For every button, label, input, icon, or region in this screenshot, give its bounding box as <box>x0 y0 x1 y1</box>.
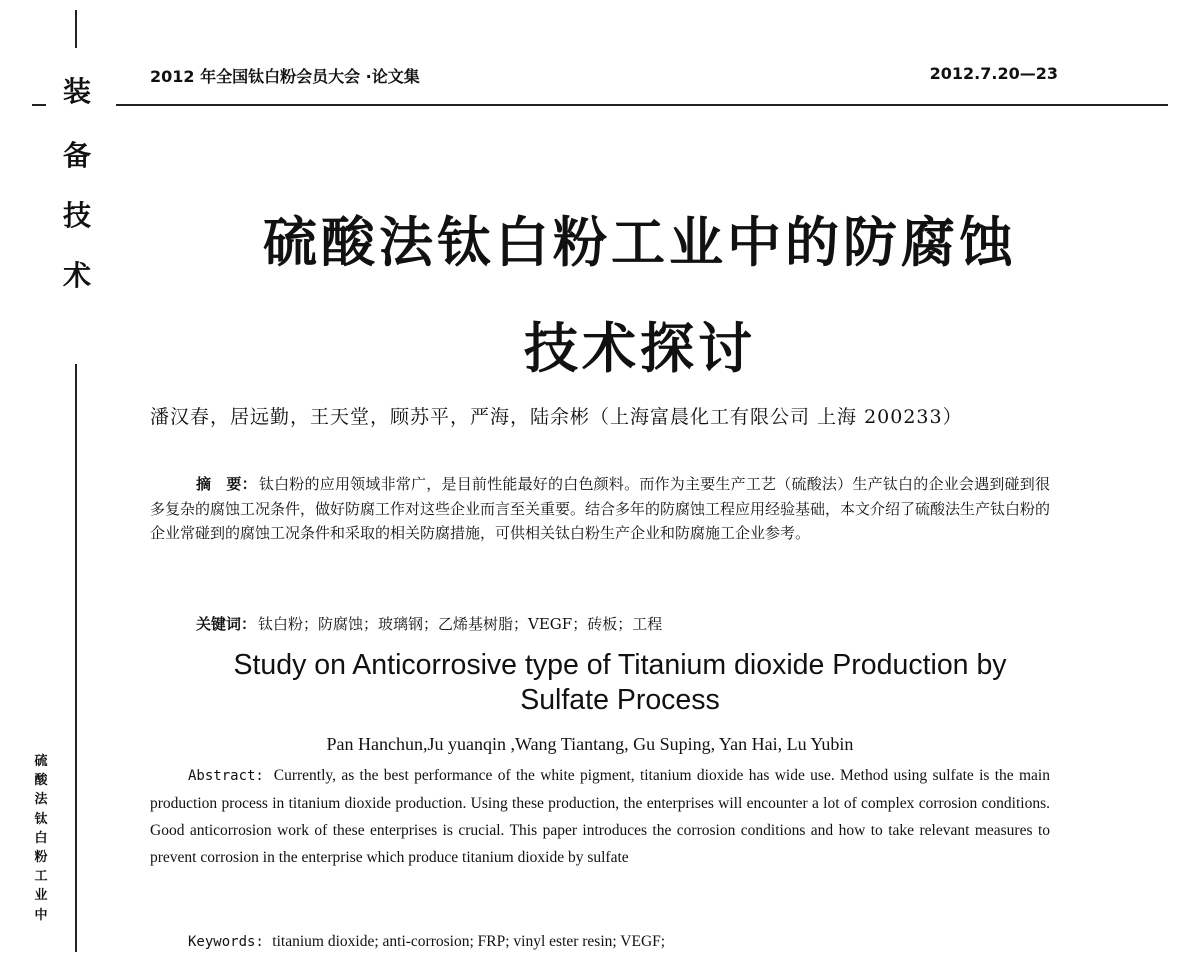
sidebar-small-char: 钛 <box>34 811 48 827</box>
sidebar-small-char: 白 <box>34 830 48 846</box>
abstract-en-text: Currently, as the best performance of the white pigment, titanium dioxide has wide use. Method using sulfate is the main production process in titanium dioxide production. Using these production, the enterprises will encounter a lot of complex corrosion conditions. Good anticorrosion work of these enterprises is crucial. This paper introduces the corrosion conditions and how to take relevant measures to prevent corrosion in the enterprise which produce titanium dioxide by sulfate <box>150 767 1050 866</box>
sidebar-small-char: 业 <box>34 888 48 904</box>
authors-en: Pan Hanchun,Ju yuanqin ,Wang Tiantang, Gu Suping, Yan Hai, Lu Yubin <box>326 734 854 754</box>
sidebar-char-4: 术 <box>62 259 91 292</box>
sidebar-small-char: 法 <box>34 792 48 808</box>
sidebar-small-char: 酸 <box>34 773 48 789</box>
sidebar-char-1: 装 <box>62 75 91 108</box>
sidebar-small-char: 中 <box>34 907 48 923</box>
title-en <box>130 648 1110 718</box>
sidebar-char-3: 技 <box>62 199 91 232</box>
sidebar-small-char: 工 <box>34 869 48 885</box>
title-en-line2: Sulfate Process <box>520 684 720 716</box>
sidebar-small-char: 硫 <box>34 754 48 769</box>
keywords-cn-text: 钛白粉；防腐蚀；玻璃钢；乙烯基树脂；VEGF；砖板；工程 <box>258 615 663 633</box>
keywords-en-label: Keywords: <box>188 934 273 950</box>
keywords-cn-label: 关键词： <box>196 615 257 633</box>
abstract-en <box>150 762 1050 871</box>
header-conference: 2012 年全国钛白粉会员大会 ·论文集 <box>150 67 420 86</box>
sidebar-top-rule <box>75 10 77 48</box>
abstract-cn-label: 摘 要： <box>196 475 257 493</box>
keywords-en-text: titanium dioxide; anti-corrosion; FRP; vinyl ester resin; VEGF; <box>272 933 666 950</box>
sidebar-char-2: 备 <box>62 139 91 172</box>
title-cn-line1: 硫酸法钛白粉工业中的防腐蚀 <box>263 211 1017 274</box>
keywords-cn <box>150 612 1050 637</box>
abstract-cn <box>150 472 1050 546</box>
header-rule <box>116 104 1168 106</box>
sidebar-vertical-title <box>30 752 52 925</box>
sidebar-middle-rule <box>75 364 77 952</box>
sidebar-dash <box>32 104 46 106</box>
sidebar-small-char: 粉 <box>34 850 48 866</box>
abstract-en-label: Abstract: <box>188 768 274 784</box>
abstract-cn-text: 钛白粉的应用领域非常广，是目前性能最好的白色颜料。而作为主要生产工艺（硫酸法）生产钛白的企业会遇到碰到很多复杂的腐蚀工况条件，做好防腐工作对这些企业而言至关重要。结合多年的防腐蚀工程应用经验基础，本文介绍了硫酸法生产钛白粉的企业常碰到的腐蚀工况条件和采取的相关防腐措施，可供相关钛白粉生产企业和防腐施工企业参考。 <box>150 475 1051 542</box>
title-cn-line2: 技术探讨 <box>524 317 756 380</box>
title-en-line1: Study on Anticorrosive type of Titanium dioxide Production by <box>233 649 1007 681</box>
header-date: 2012.7.20—23 <box>929 64 1058 83</box>
authors-cn: 潘汉春，居远勤，王天堂，顾苏平，严海，陆余彬（上海富晨化工有限公司 上海 200233） <box>150 406 963 428</box>
